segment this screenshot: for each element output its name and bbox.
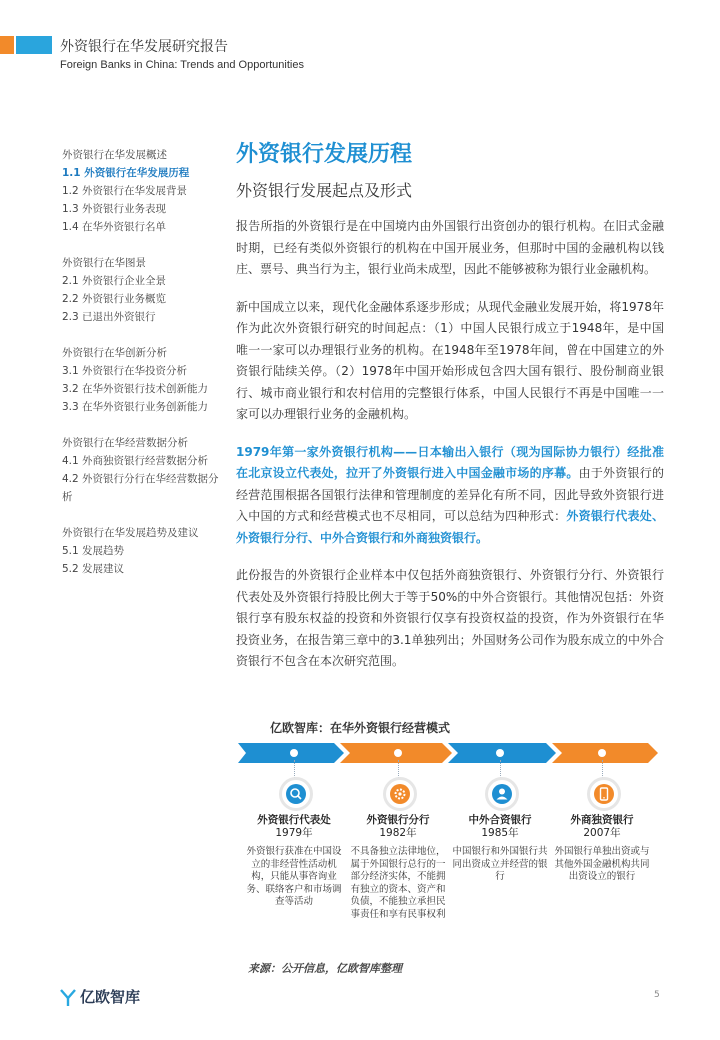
toc-item[interactable]: 4.1 外商独资银行经营数据分析	[62, 455, 209, 467]
logo-text: 亿欧智库	[80, 988, 141, 1006]
toc-item[interactable]: 3.2 在华外资银行技术创新能力	[62, 383, 209, 395]
stage-description: 不具备独立法律地位，属于外国银行总行的一部分经济实体，不能拥有独立的资本、资产和负债，不能独立承担民事责任和享有民事权利	[350, 846, 446, 920]
stage-4	[554, 814, 650, 884]
toc-item[interactable]: 3.1 外资银行在华投资分析	[62, 365, 188, 377]
paragraph-2: 新中国成立以来，现代化金融体系逐步形成；从现代金融业发展开始，将1978年作为此次外资银行研究的时间起点：（1）中国人民银行成立于1948年，是中国唯一一家可以办理银行业务的机构。在1948年至1978年间，曾在中国建立的外资银行陆续关停。（2）1978年中国开始形成包含四大国有银行、股份制商业银行、城市商业银行和农村信用的完整银行体系，中国人民银行不再是中国唯一一家可以办理银行业务的金融机构。	[236, 299, 664, 421]
stage-name: 外商独资银行	[570, 814, 634, 826]
timeline-arrow	[238, 741, 658, 765]
report-title: 外资银行在华发展研究报告	[60, 39, 228, 55]
stage-name: 外资银行分行	[366, 814, 430, 826]
figure-title: 亿欧智库：在华外资银行经营模式	[269, 721, 450, 735]
header-accent-blue	[16, 36, 52, 54]
stage-1	[246, 814, 342, 909]
timeline-dot	[598, 749, 606, 757]
highlight-forms: 外资银行代表处、外资银行分行、中外合资银行和外商独资银行。	[236, 509, 664, 545]
toc-item[interactable]: 2.1 外资银行企业全景	[62, 275, 167, 287]
toc-item[interactable]: 5.1 发展趋势	[62, 545, 125, 557]
figure-source: 来源：公开信息，亿欧智库整理	[248, 962, 402, 975]
header-accent-orange	[0, 36, 14, 54]
toc-item[interactable]: 外资银行在华经营数据分析	[62, 437, 188, 449]
stage-icon-circle	[279, 777, 313, 811]
toc-item[interactable]: 2.3 已退出外资银行	[62, 311, 156, 323]
logo-icon	[60, 989, 76, 1007]
toc-item[interactable]: 外资银行在华发展概述	[62, 149, 167, 161]
phone-icon	[594, 784, 614, 804]
stage-icon-circle	[485, 777, 519, 811]
toc-item[interactable]: 外资银行在华图景	[62, 257, 146, 269]
stage-icon-circle	[383, 777, 417, 811]
stage-name: 外资银行代表处	[257, 814, 331, 826]
brand-logo	[60, 986, 140, 1007]
toc-item[interactable]: 3.3 在华外资银行业务创新能力	[62, 401, 209, 413]
paragraph-4: 此份报告的外资银行企业样本中仅包括外商独资银行、外资银行分行、外资银行代表处及外资银行持股比例大于等于50%的中外合资银行。其他情况包括：外资银行享有股东权益的投资和外资银行仅享有投资权益的投资，作为外资银行在华投资业务，在报告第三章中的3.1单独列出；外国财务公司作为股东成立的中外合资银行不包含在本次研究范围。	[236, 568, 664, 668]
toc-item[interactable]: 外资银行在华发展趋势及建议	[62, 527, 199, 539]
timeline-dot	[496, 749, 504, 757]
stage-year: 1985年	[481, 827, 519, 839]
stage-year: 1982年	[379, 827, 417, 839]
stage-3	[452, 814, 548, 884]
toc-item[interactable]: 4.2 外资银行分行在华经营数据分析	[62, 473, 219, 503]
section-title: 外资银行发展历程	[236, 142, 413, 167]
timeline-dot	[394, 749, 402, 757]
toc-item[interactable]: 外资银行在华创新分析	[62, 347, 167, 359]
paragraph-3	[236, 442, 664, 550]
table-of-contents	[62, 146, 222, 596]
paragraph-1: 报告所指的外资银行是在中国境内由外国银行出资创办的银行机构。在旧式金融时期，已经有类似外资银行的机构在中国开展业务，但那时中国的金融机构以钱庄、票号、典当行为主，银行业尚未成型，因此不能够被称为银行业金融机构。	[236, 219, 664, 276]
gear-icon	[390, 784, 410, 804]
toc-item[interactable]: 1.4 在华外资银行名单	[62, 221, 167, 233]
report-subtitle: Foreign Banks in China: Trends and Opportunities	[60, 59, 304, 71]
stage-year: 2007年	[583, 827, 621, 839]
main-content	[236, 140, 664, 689]
toc-item-active[interactable]: 1.1 外资银行在华发展历程	[62, 167, 190, 179]
paragraph-3-body: 由于外资银行的经营范围根据各国银行法律和管理制度的差异化有所不同，因此导致外资银行进入中国的方式和经营模式也不尽相同，可以总结为四种形式：	[236, 466, 664, 523]
toc-item[interactable]: 1.2 外资银行在华发展背景	[62, 185, 188, 197]
toc-group-1	[62, 146, 222, 236]
toc-group-2	[62, 254, 222, 326]
toc-item[interactable]: 5.2 发展建议	[62, 563, 125, 575]
stage-2	[350, 814, 446, 921]
page-number: 5	[654, 990, 660, 1000]
stage-description: 中国银行和外国银行共同出资成立并经营的银行	[452, 846, 548, 882]
stage-icon-circle	[587, 777, 621, 811]
stage-description: 外国银行单独出资或与其他外国金融机构共同出资设立的银行	[554, 846, 650, 882]
toc-item[interactable]: 2.2 外资银行业务概览	[62, 293, 167, 305]
stage-name: 中外合资银行	[468, 814, 532, 826]
highlight-text: 1979年第一家外资银行机构——日本输出入银行（现为国际协力银行）经批准在北京设立代表处，拉开了外资银行进入中国金融市场的序幕。	[236, 444, 664, 480]
section-subtitle: 外资银行发展起点及形式	[236, 181, 413, 200]
toc-group-4	[62, 434, 222, 506]
toc-item[interactable]: 1.3 外资银行业务表现	[62, 203, 167, 215]
user-icon	[492, 784, 512, 804]
search-icon	[286, 784, 306, 804]
timeline-dot	[290, 749, 298, 757]
stage-description: 外资银行获准在中国设立的非经营性活动机构，只能从事咨询业务、联络客户和市场调查等活动	[246, 846, 342, 907]
stage-year: 1979年	[275, 827, 313, 839]
toc-group-5	[62, 524, 222, 578]
toc-group-3	[62, 344, 222, 416]
